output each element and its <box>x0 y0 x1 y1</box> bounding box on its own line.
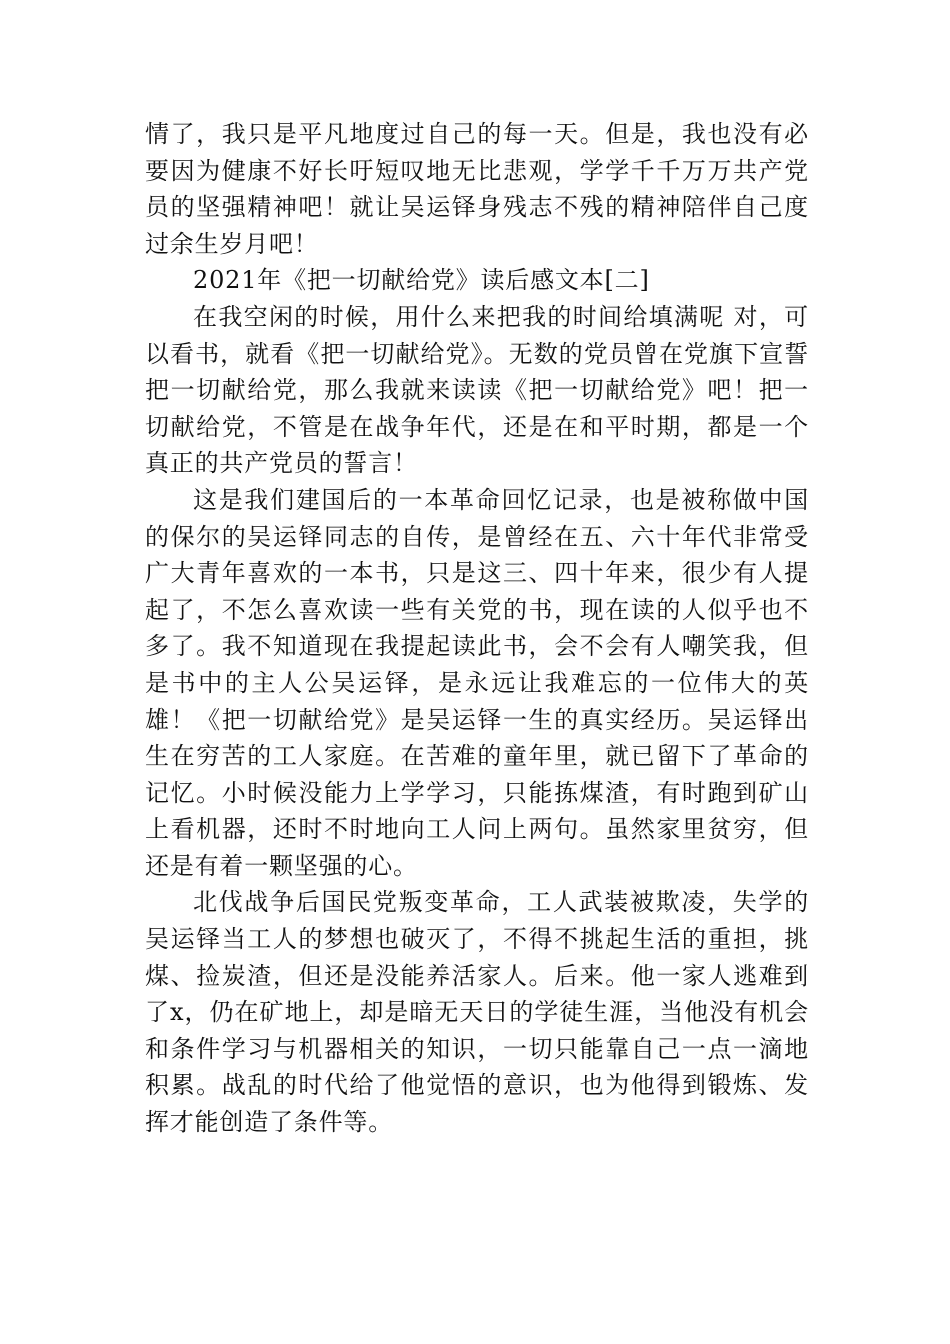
document-body <box>145 116 809 1141</box>
paragraph-continuation: 情了，我只是平凡地度过自己的每一天。但是，我也没有必要因为健康不好长吁短叹地无比悲观，学学千千万万共产党员的坚强精神吧！就让吴运铎身残志不残的精神陪伴自己度过余生岁月吧！ <box>145 120 809 258</box>
section-heading: 2021年《把一切献给党》读后感文本[二] <box>193 266 650 295</box>
paragraph-northern-expedition: 北伐战争后国民党叛变革命，工人武装被欺凌，失学的吴运铎当工人的梦想也破灭了，不得不挑起生活的重担，挑煤、捡炭渣，但还是没能养活家人。后来。他一家人逃难到了x，仍在矿地上，却是暗无天日的学徒生涯，当他没有机会和条件学习与机器相关的知识，一切只能靠自己一点一滴地积累。战乱的时代给了他觉悟的意识，也为他得到锻炼、发挥才能创造了条件等。 <box>145 888 809 1137</box>
paragraph-book-description: 这是我们建国后的一本革命回忆记录，也是被称做中国的保尔的吴运铎同志的自传，是曾经在五、六十年代非常受广大青年喜欢的一本书，只是这三、四十年来，很少有人提起了，不怎么喜欢读一些有关党的书，现在读的人似乎也不多了。我不知道现在我提起读此书，会不会有人嘲笑我，但是书中的主人公吴运铎，是永远让我难忘的一位伟大的英雄！《把一切献给党》是吴运铎一生的真实经历。吴运铎出生在穷苦的工人家庭。在苦难的童年里，就已留下了革命的记忆。小时候没能力上学学习，只能拣煤渣，有时跑到矿山上看机器，还时不时地向工人问上两句。虽然家里贫穷，但还是有着一颗坚强的心。 <box>145 485 809 880</box>
paragraph-intro: 在我空闲的时候，用什么来把我的时间给填满呢 对，可以看书，就看《把一切献给党》。无数的党员曾在党旗下宣誓把一切献给党，那么我就来读读《把一切献给党》吧！把一切献给党，不管是在战争年代，还是在和平时期，都是一个真正的共产党员的誓言！ <box>145 302 809 478</box>
